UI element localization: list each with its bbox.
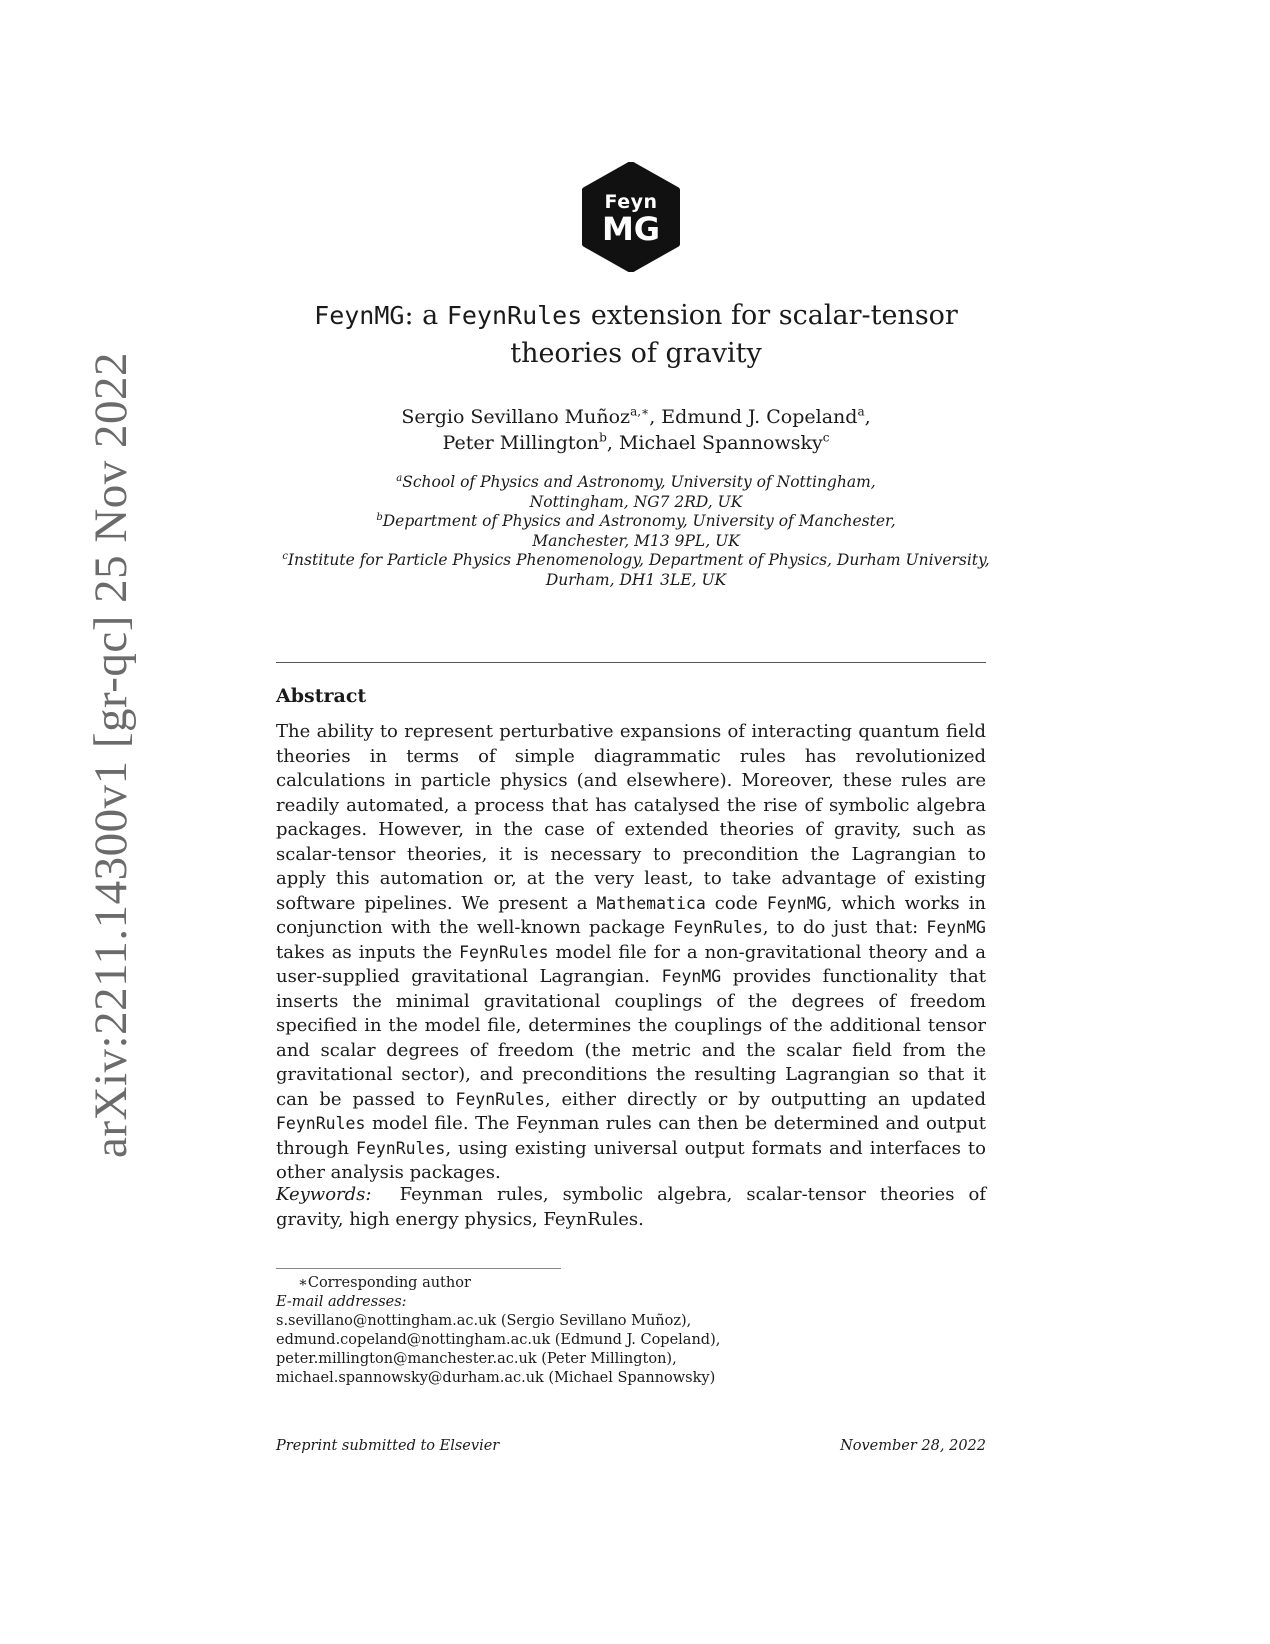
email-address: s.sevillano@nottingham.ac.uk (Sergio Sevillano Muñoz), [276, 1313, 692, 1329]
author-separator: , [864, 406, 871, 428]
title-text-1: : a [404, 300, 447, 331]
title-line-2: theories of gravity [510, 338, 762, 369]
author-list [276, 404, 996, 456]
abstract-text: code [705, 892, 767, 914]
affiliation-line: Durham, DH1 3LE, UK [545, 570, 727, 589]
affiliation-line: Manchester, M13 9PL, UK [532, 531, 740, 550]
affiliation-line: Nottingham, NG7 2RD, UK [529, 492, 743, 511]
author-name: Edmund J. Copeland [661, 406, 858, 428]
affiliation-line: Institute for Particle Physics Phenomenology, Department of Physics, Durham University, [287, 551, 990, 569]
preprint-note: Preprint submitted to Elsevier [276, 1438, 500, 1454]
corresponding-author-note: ∗Corresponding author [298, 1275, 471, 1291]
page-footer [276, 1438, 986, 1454]
abstract-text: model file for a non-gravitational theory and a user-supplied gravitational Lagrangian. [276, 941, 986, 987]
author-affiliation-mark: c [822, 430, 830, 445]
footnote-divider [276, 1268, 561, 1269]
affiliation [256, 551, 1016, 571]
affiliation-line: Department of Physics and Astronomy, University of Manchester, [382, 512, 896, 530]
affiliation-list [256, 473, 1016, 590]
preprint-date: November 28, 2022 [840, 1438, 986, 1454]
title-text-2: extension for scalar-tensor [582, 300, 958, 331]
abstract-code: Mathematica [596, 893, 706, 913]
abstract-code: FeynRules [673, 918, 763, 937]
abstract-code: FeynMG [766, 893, 827, 913]
affiliation-mark: a [396, 472, 403, 484]
feynmg-logo [581, 162, 681, 272]
abstract-text: , to do just that: [762, 917, 927, 938]
abstract-body [276, 720, 986, 1186]
affiliation [256, 512, 1016, 532]
keywords-label: Keywords: [276, 1184, 372, 1205]
abstract-code: FeynRules [355, 1138, 446, 1158]
logo-text-feyn: Feyn [604, 191, 658, 213]
email-address: peter.millington@manchester.ac.uk (Peter Millington), [276, 1351, 677, 1367]
keywords [276, 1183, 986, 1232]
affiliation-mark: b [376, 511, 383, 523]
author-affiliation-mark: a [857, 404, 865, 419]
logo-text-mg: MG [601, 210, 661, 248]
affiliation-line: School of Physics and Astronomy, University of Nottingham, [402, 473, 876, 491]
footnotes [276, 1274, 986, 1388]
abstract-code: FeynRules [276, 1114, 366, 1133]
affiliation-mark: c [282, 550, 288, 562]
abstract-text: takes as inputs the [276, 941, 460, 963]
author-name: Michael Spannowsky [618, 432, 823, 454]
abstract-text: , using existing universal output formats and interfaces to other analysis packages. [276, 1137, 987, 1183]
email-label-row [276, 1293, 986, 1312]
abstract-code: FeynRules [459, 942, 549, 962]
arxiv-stamp-text: arXiv:2211.14300v1 [gr-qc] 25 Nov 2022 [85, 351, 137, 1158]
abstract-code: FeynMG [661, 967, 722, 986]
abstract-text: model file. The Feynman rules can then be determined and output through [276, 1113, 986, 1159]
title-code-feynmg: FeynMG [314, 301, 405, 330]
author-affiliation-mark: a,∗ [630, 404, 650, 419]
arxiv-stamp [20, 351, 137, 1158]
abstract-heading: Abstract [276, 685, 367, 707]
email-label: E-mail addresses: [276, 1294, 407, 1310]
email-address: edmund.copeland@nottingham.ac.uk (Edmund J. Copeland), [276, 1332, 721, 1348]
email-address: michael.spannowsky@durham.ac.uk (Michael Spannowsky) [276, 1370, 716, 1386]
title-code-feynrules: FeynRules [446, 301, 583, 330]
author-name: Peter Millington [442, 432, 600, 454]
abstract-text: , either directly or by outputting an updated [544, 1088, 986, 1110]
paper-title [276, 297, 996, 373]
author-separator: , [606, 432, 619, 454]
abstract-text: The ability to represent perturbative expansions of interacting quantum field theories in terms of simple diagrammatic rules has revolutionized calculations in particle physics (and elsewhere). Moreover, these rules are readily automated, a process that has catalysed the rise of symbolic algebra packages. However, in the case of extended theories of gravity, such as scalar-tensor theories, it is necessary to precondition the Lagrangian to apply this automation or, at the very least, to take advantage of existing software pipelines. We present a [276, 721, 986, 914]
author-separator: , [649, 406, 662, 428]
abstract-divider [276, 662, 986, 663]
abstract-code: FeynRules [455, 1089, 545, 1109]
keywords-text: Feynman rules, symbolic algebra, scalar-tensor theories of gravity, high energy physics, FeynRules. [276, 1184, 986, 1230]
affiliation [256, 473, 1016, 493]
author-affiliation-mark: b [599, 430, 607, 445]
author-name: Sergio Sevillano Muñoz [401, 406, 631, 428]
abstract-text: , which works in conjunction with the well-known package [276, 892, 986, 938]
abstract-code: FeynMG [926, 918, 986, 937]
abstract-text: provides functionality that inserts the minimal gravitational couplings of the degrees of freedom specified in the model file, determines the couplings of the additional tensor and scalar degrees of freedom (the metric and the scalar field from the gravitational sector), and preconditions the resulting Lagrangian so that it can be passed to [276, 966, 986, 1110]
